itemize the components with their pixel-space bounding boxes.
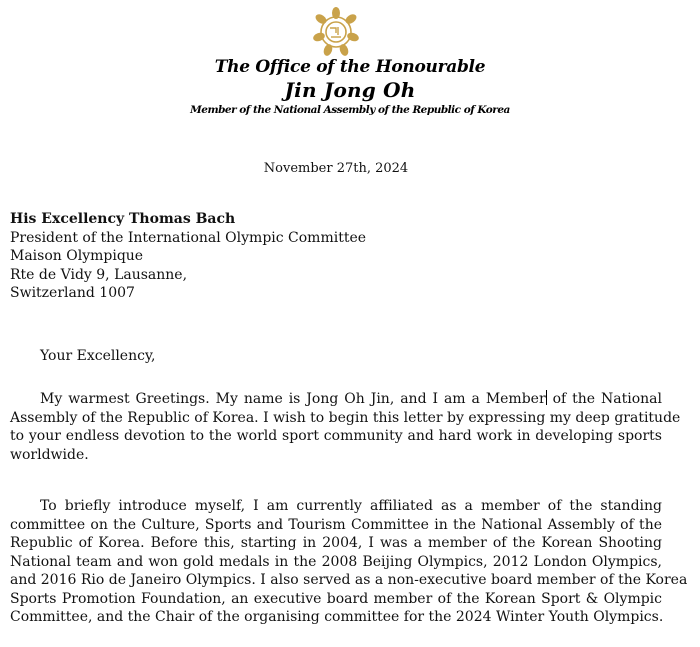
paragraph-line (10, 390, 662, 409)
letterhead-name: Jin Jong Oh (284, 78, 416, 102)
salutation: Your Excellency, (40, 348, 156, 364)
letterhead-member-of: Member of the National Assembly of the Republic of Korea (190, 104, 510, 116)
paragraph-line: committee on the Culture, Sports and Tourism Committee in the National Assembly of the (10, 516, 662, 533)
paragraph-line: worldwide. (10, 446, 89, 463)
recipient-line: Maison Olympique (10, 248, 144, 264)
paragraph-line: To briefly introduce myself, I am currently affiliated as a member of the standing (40, 498, 662, 514)
recipient-line: Switzerland 1007 (10, 285, 135, 301)
letterhead-office: The Office of the Honourable (214, 57, 486, 77)
paragraph-line: to your endless devotion to the world sport community and hard work in developing sports (10, 428, 662, 444)
paragraph-introduction[interactable] (10, 497, 688, 627)
recipient-name: His Excellency Thomas Bach (10, 211, 236, 227)
paragraph-line: Committee, and the Chair of the organising committee for the 2024 Winter Youth Olympics. (10, 609, 664, 625)
national-assembly-seal-icon (311, 6, 361, 56)
paragraph-line: National team and won gold medals in the 2008 Beijing Olympics, 2012 London Olympics, (10, 553, 662, 570)
paragraph-line: Sports Promotion Foundation, an executive board member of the Korean Sport & Olympic (10, 590, 662, 607)
paragraph-line-text: My warmest Greetings. My name is Jong Oh Jin, and I am a Member (40, 391, 546, 407)
paragraph-line: and 2016 Rio de Janeiro Olympics. I also served as a non-executive board member of the Korea (10, 572, 688, 588)
recipient-line: President of the International Olympic Committee (10, 229, 367, 246)
paragraph-greeting[interactable] (10, 390, 681, 464)
recipient-line: Rte de Vidy 9, Lausanne, (10, 266, 188, 283)
recipient-address (10, 210, 366, 303)
paragraph-line: Assembly of the Republic of Korea. I wish to begin this letter by expressing my deep gratitude (10, 409, 681, 426)
paragraph-line: Republic of Korea. Before this, starting in 2004, I was a member of the Korean Shooting (10, 535, 662, 551)
paragraph-line-text: of the National (546, 391, 662, 407)
letter-date: November 27th, 2024 (263, 161, 409, 176)
